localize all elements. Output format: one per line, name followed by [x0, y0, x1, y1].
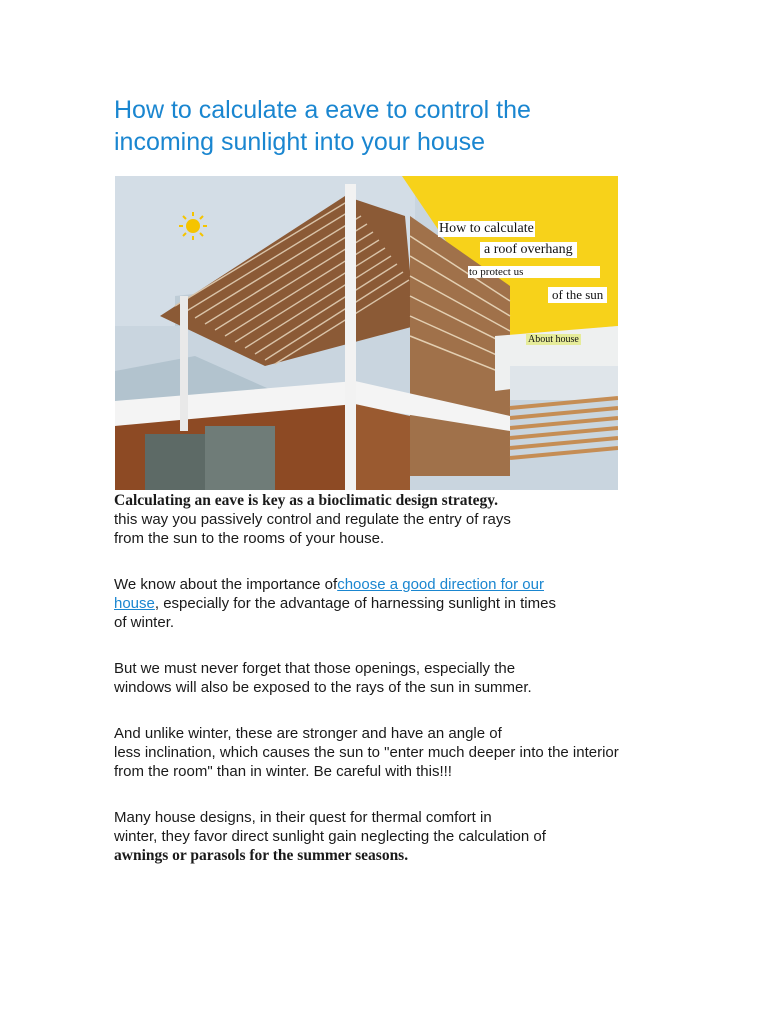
intro-line-2: this way you passively control and regulate the entry of rays: [114, 511, 511, 528]
openings-line-1: But we must never forget that those openings, especially the: [114, 660, 516, 677]
designs-paragraph: [114, 808, 674, 865]
direction-text-after: , especially for the advantage of harnessing sunlight in times: [154, 595, 556, 612]
winter-line-1: And unlike winter, these are stronger and have an angle of: [114, 725, 502, 742]
overlay-line-4: of the sun: [548, 287, 607, 303]
house-photo: [115, 176, 618, 490]
openings-line-2: windows will also be exposed to the rays of the sun in summer.: [114, 679, 532, 696]
overlay-line-2: a roof overhang: [480, 242, 577, 258]
direction-line-1: [114, 575, 674, 594]
hero-image: [115, 176, 618, 490]
winter-line-2: less inclination, which causes the sun to "enter much deeper into the interior: [114, 744, 619, 761]
overlay-line-3: to protect us: [468, 266, 600, 278]
winter-paragraph: [114, 724, 674, 781]
designs-line-1: Many house designs, in their quest for thermal comfort in: [114, 809, 492, 826]
designs-bold-line: awnings or parasols for the summer seasons.: [114, 847, 409, 864]
designs-line-2: winter, they favor direct sunlight gain neglecting the calculation of: [114, 828, 546, 845]
direction-link[interactable]: choose a good direction for our: [337, 576, 544, 593]
direction-text: We know about the importance of: [114, 576, 338, 593]
direction-paragraph: [114, 575, 674, 632]
openings-paragraph: [114, 659, 674, 697]
page-title: How to calculate a eave to control the incoming sunlight into your house: [114, 96, 531, 156]
winter-line-3: from the room" than in winter. Be careful with this!!!: [114, 763, 452, 780]
direction-line-2: [114, 594, 674, 613]
overlay-credit: About house: [528, 334, 579, 345]
intro-bold-line: Calculating an eave is key as a bioclimatic design strategy.: [114, 492, 499, 509]
overlay-line-1: How to calculate: [439, 221, 534, 236]
intro-line-3: from the sun to the rooms of your house.: [114, 530, 385, 547]
direction-link-cont[interactable]: house: [114, 595, 155, 612]
direction-line-3: of winter.: [114, 614, 175, 631]
intro-paragraph: [114, 491, 674, 548]
